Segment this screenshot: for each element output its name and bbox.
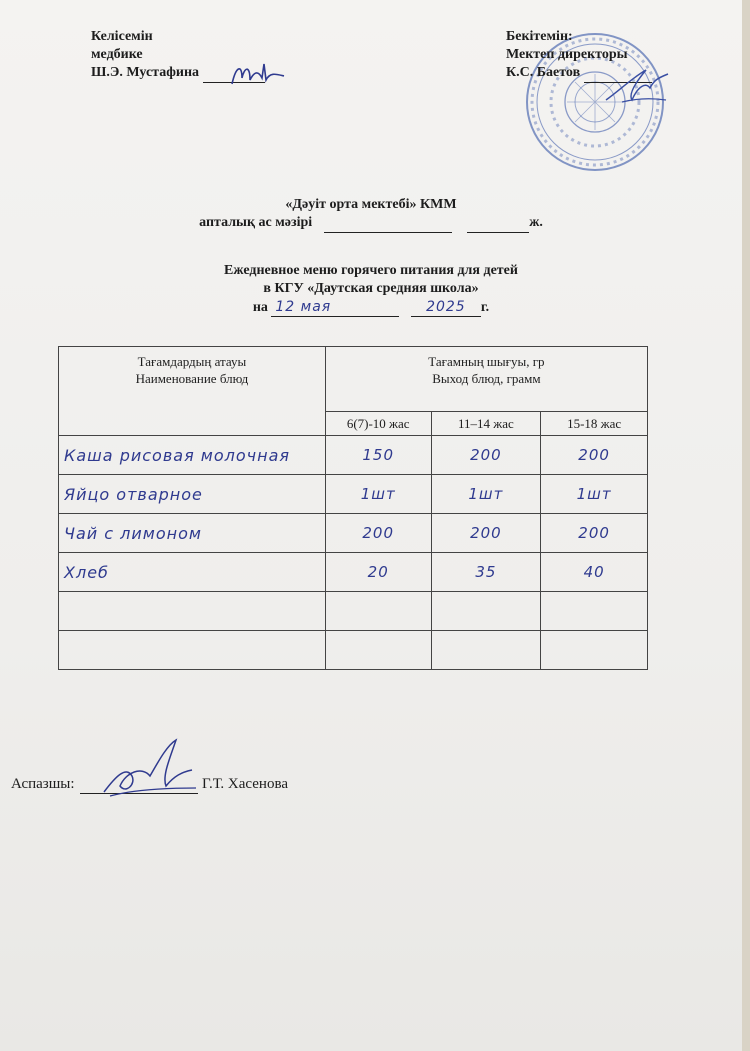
col-output-kz: Тағамның шығуы, гр bbox=[428, 354, 545, 369]
school-name-kz: «Дәуіт орта мектебі» КММ bbox=[285, 197, 457, 212]
dish-name: Чай с лимоном bbox=[59, 514, 326, 553]
dish-value-age1: 200 bbox=[325, 514, 431, 553]
approval-left-title: Келісемін bbox=[91, 29, 153, 44]
menu-table bbox=[58, 346, 648, 670]
col-dish-name-header bbox=[59, 347, 326, 436]
approval-right-role: Мектеп директоры bbox=[506, 47, 628, 62]
date-line bbox=[0, 298, 742, 317]
dish-value-age1 bbox=[325, 631, 431, 670]
dish-value-age3: 200 bbox=[541, 436, 648, 475]
cook-signature bbox=[96, 736, 206, 802]
table-row bbox=[59, 592, 648, 631]
dish-name: Хлеб bbox=[59, 553, 326, 592]
director-signature bbox=[602, 64, 672, 108]
date-year: 2025 bbox=[411, 298, 481, 317]
dish-value-age3 bbox=[541, 631, 648, 670]
dish-value-age2 bbox=[431, 592, 541, 631]
age-group-3: 15-18 жас bbox=[541, 412, 648, 436]
age-group-2: 11–14 жас bbox=[431, 412, 541, 436]
dish-value-age2: 200 bbox=[431, 514, 541, 553]
nurse-signature bbox=[228, 56, 288, 90]
col-dish-name-ru: Наименование блюд bbox=[135, 371, 249, 386]
col-dish-name-kz: Тағамдардың атауы bbox=[137, 354, 247, 369]
dish-value-age3: 1шт bbox=[541, 475, 648, 514]
approval-left-role: медбике bbox=[91, 47, 143, 62]
dish-value-age2: 1шт bbox=[431, 475, 541, 514]
dish-value-age2 bbox=[431, 631, 541, 670]
page-edge-background bbox=[742, 0, 750, 1051]
cook-name: Г.Т. Хасенова bbox=[202, 776, 288, 792]
dish-name bbox=[59, 631, 326, 670]
dish-name: Каша рисовая молочная bbox=[59, 436, 326, 475]
header-ru-line2: в КГУ «Даутская средняя школа» bbox=[263, 281, 479, 296]
date-day-month: 12 мая bbox=[271, 298, 399, 317]
header-kz bbox=[0, 196, 742, 233]
dish-name: Яйцо отварное bbox=[59, 475, 326, 514]
approval-right-name: К.С. Баетов bbox=[506, 65, 581, 80]
header-ru bbox=[0, 262, 742, 317]
year-suffix-kz: ж. bbox=[529, 215, 543, 230]
dish-value-age1 bbox=[325, 592, 431, 631]
dish-value-age1: 1шт bbox=[325, 475, 431, 514]
dish-value-age3: 200 bbox=[541, 514, 648, 553]
header-ru-line1: Ежедневное меню горячего питания для детей bbox=[224, 263, 518, 278]
dish-value-age3: 40 bbox=[541, 553, 648, 592]
table-row bbox=[59, 436, 648, 475]
dish-value-age1: 150 bbox=[325, 436, 431, 475]
table-row bbox=[59, 631, 648, 670]
dish-value-age3 bbox=[541, 592, 648, 631]
blank-field-1 bbox=[324, 214, 452, 233]
approval-left-name: Ш.Э. Мустафина bbox=[91, 65, 200, 80]
date-suffix: г. bbox=[480, 300, 490, 315]
col-output-ru: Выход блюд, грамм bbox=[432, 371, 541, 386]
weekly-menu-line bbox=[0, 214, 742, 233]
blank-field-2 bbox=[467, 214, 529, 233]
approval-right-title: Бекітемін: bbox=[506, 29, 573, 44]
table-row bbox=[59, 475, 648, 514]
col-output-header bbox=[325, 347, 647, 412]
table-row bbox=[59, 553, 648, 592]
table-header-row bbox=[59, 347, 648, 412]
age-group-1: 6(7)-10 жас bbox=[325, 412, 431, 436]
weekly-menu-label: апталық ас мәзірі bbox=[199, 215, 313, 230]
date-prefix: на bbox=[252, 300, 268, 315]
dish-value-age2: 35 bbox=[431, 553, 541, 592]
dish-value-age1: 20 bbox=[325, 553, 431, 592]
dish-name bbox=[59, 592, 326, 631]
cook-label: Аспазшы: bbox=[11, 776, 75, 792]
dish-value-age2: 200 bbox=[431, 436, 541, 475]
table-row bbox=[59, 514, 648, 553]
